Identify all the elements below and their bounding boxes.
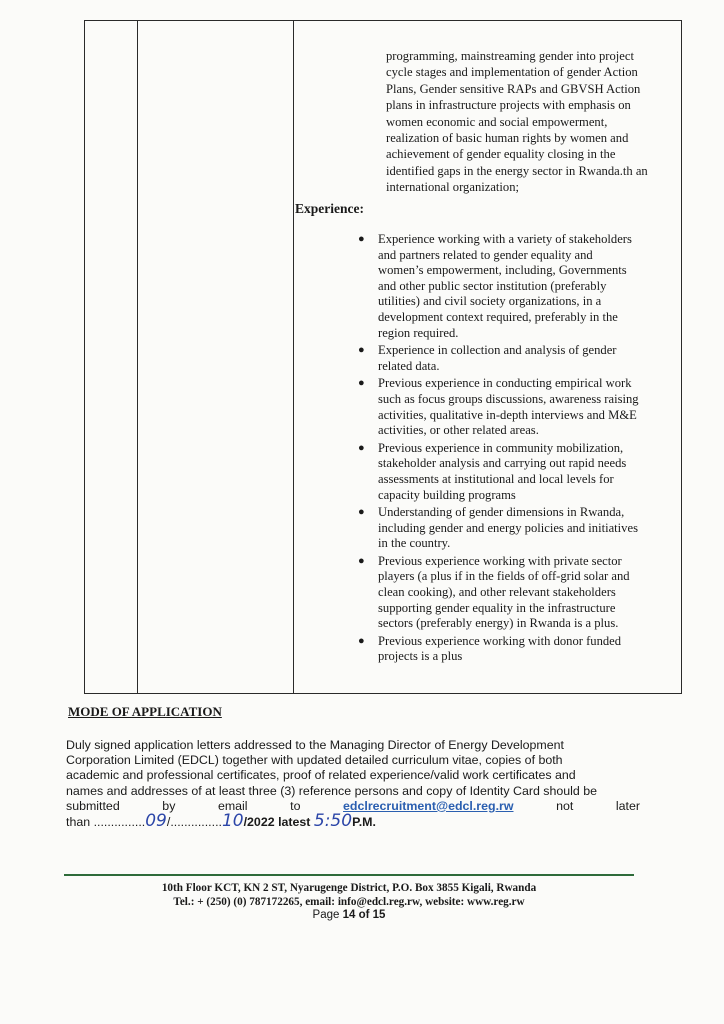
experience-item-line: Previous experience working with donor funded: [378, 633, 622, 648]
body-line: Duly signed application letters addressed to the Managing Director of Energy Development: [66, 738, 564, 752]
continuation-line: Plans, Gender sensitive RAPs and GBVSH Action: [386, 81, 641, 96]
experience-item-line: women’s empowerment, including, Governments: [378, 263, 627, 278]
page-total: 15: [372, 909, 386, 922]
experience-item-line: activities, or other related areas.: [378, 423, 539, 438]
page-current: 14: [342, 909, 356, 922]
experience-item: [340, 441, 680, 503]
experience-item-line: supporting gender equality in the infrastructure: [378, 600, 616, 615]
experience-item-line: capacity building programs: [378, 487, 516, 502]
than-label: than: [66, 815, 91, 830]
word-submitted: submitted: [66, 798, 120, 813]
experience-item-line: utilities) and civil society organizations, in a: [378, 294, 602, 309]
page-footer: [64, 882, 634, 923]
continuation-line: identified gaps in the energy sector in Rwanda.th an: [386, 163, 648, 178]
bullet-icon: ●: [358, 344, 365, 357]
footer-address: 10th Floor KCT, KN 2 ST, Nyarugenge District, P.O. Box 3855 Kigali, Rwanda: [161, 882, 537, 894]
experience-item-line: including gender and energy policies and initiatives: [378, 520, 638, 535]
continuation-line: international organization;: [386, 180, 520, 195]
mode-of-application-body: [66, 738, 640, 830]
experience-item: [340, 505, 680, 552]
experience-item-line: in the country.: [378, 536, 451, 551]
footer-divider: [64, 874, 634, 876]
page-label: Page: [312, 909, 340, 922]
bullet-icon: ●: [358, 233, 365, 245]
experience-item-line: Understanding of gender dimensions in Rwanda,: [378, 505, 625, 520]
word-email: email: [217, 798, 248, 813]
experience-item-line: related data.: [378, 358, 440, 373]
word-not: not: [556, 798, 574, 813]
experience-item-line: projects is a plus: [378, 649, 463, 664]
experience-item-line: such as focus groups discussions, awareness raising: [378, 391, 639, 406]
bullet-icon: ●: [358, 441, 365, 454]
bullet-icon: ●: [358, 377, 365, 390]
bullet-icon: ●: [358, 554, 365, 567]
recruitment-email-link[interactable]: edclrecruitment@edcl.reg.rw: [343, 798, 514, 813]
experience-label: Experience:: [295, 201, 364, 216]
experience-item-line: activities, qualitative in-depth interviews and M&E: [378, 407, 637, 422]
experience-item: [340, 634, 680, 665]
word-later: later: [615, 798, 640, 813]
experience-list: [340, 232, 680, 667]
footer-contact: Tel.: + (250) (0) 787172265, email: info@edcl.reg.rw, website: www.reg.rw: [173, 895, 525, 908]
experience-item-line: assessments at institutional and local levels for: [378, 471, 614, 486]
body-line: names and addresses of at least three (3) reference persons and copy of Identity Card should be: [66, 783, 598, 798]
experience-item-line: players (a plus if in the fields of off-grid solar and: [378, 569, 630, 584]
experience-item-line: Experience in collection and analysis of gender: [378, 343, 617, 358]
mode-of-application-heading: MODE OF APPLICATION: [68, 704, 222, 719]
handwritten-day: 09: [145, 811, 167, 832]
experience-item: [340, 232, 680, 341]
continuation-line: achievement of gender equality closing in the: [386, 147, 616, 162]
experience-item-line: clean cooking), and other relevant stakeholders: [378, 585, 616, 600]
experience-item-line: development context required, preferably in the: [378, 309, 618, 324]
requirements-continuation-text: [386, 48, 678, 196]
page-of: of: [358, 909, 370, 922]
body-line: Corporation Limited (EDCL) together with updated detailed curriculum vitae, copies of both: [66, 753, 563, 768]
page-number: [64, 909, 634, 923]
experience-item: [340, 343, 680, 374]
word-by: by: [162, 798, 176, 813]
word-to: to: [290, 798, 301, 813]
experience-item-line: Previous experience in community mobilization,: [378, 440, 624, 455]
continuation-line: realization of basic human rights by women and: [386, 131, 629, 146]
table-column-divider-1: [137, 21, 138, 693]
continuation-line: plans in infrastructure projects with emphasis on: [386, 98, 631, 113]
body-line: academic and professional certificates, proof of related experience/valid work certificates and: [66, 768, 576, 783]
day-dots: ...............: [93, 815, 146, 830]
continuation-line: cycle stages and implementation of gender Action: [386, 65, 638, 80]
experience-item-line: stakeholder analysis and carrying out rapid needs: [378, 456, 627, 471]
table-column-divider-2: [293, 21, 294, 693]
experience-item-line: Previous experience in conducting empirical work: [378, 376, 632, 391]
experience-item-line: sectors (preferably energy) in Rwanda is a plus.: [378, 616, 619, 631]
experience-item-line: and other public sector institution (preferably: [378, 278, 607, 293]
time-suffix: P.M.: [352, 815, 376, 830]
handwritten-time: 5:50: [313, 811, 353, 832]
continuation-line: programming, mainstreaming gender into project: [386, 49, 634, 63]
latest-label: latest: [278, 815, 311, 830]
handwritten-month: 10: [221, 811, 244, 832]
deadline-line: than ...............09/...............10/2022 latest 5:50P.M.: [66, 811, 376, 832]
experience-item: [340, 376, 680, 438]
experience-item-line: Previous experience working with private sector: [378, 553, 622, 568]
bullet-icon: ●: [358, 506, 365, 519]
month-dots: ...............: [170, 815, 222, 830]
experience-item-line: and partners related to gender equality and: [378, 247, 593, 262]
bullet-icon: ●: [358, 634, 365, 647]
continuation-line: women economic and social empowerment,: [386, 114, 608, 129]
experience-item-line: region required.: [378, 325, 459, 340]
experience-item-line: Experience working with a variety of stakeholders: [378, 232, 632, 246]
deadline-year: /2022: [243, 815, 275, 830]
experience-item: [340, 554, 680, 632]
